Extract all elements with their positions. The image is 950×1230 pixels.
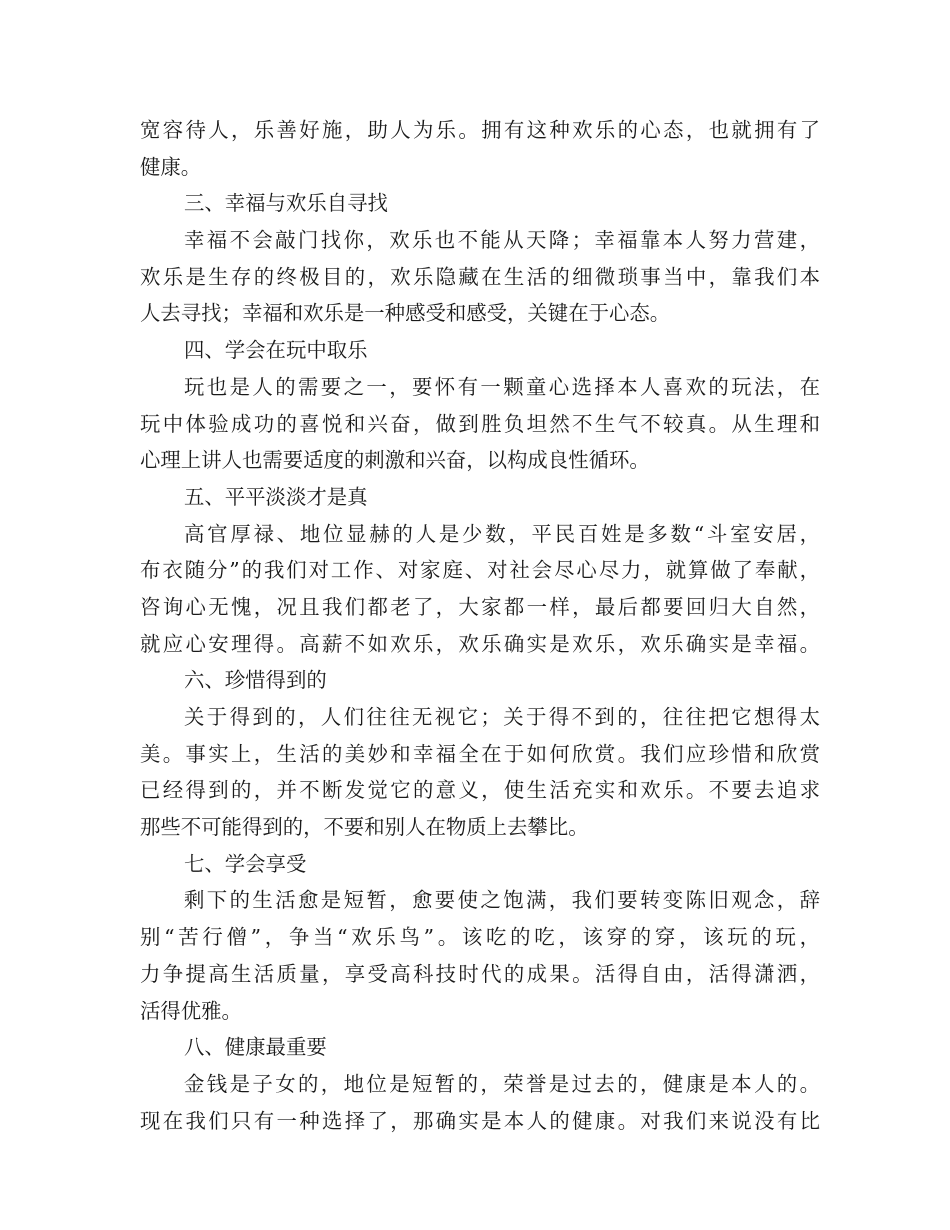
text-line: 就应心安理得。高薪不如欢乐，欢乐确实是欢乐，欢乐确实是幸福。 — [140, 631, 820, 656]
text-line: 力争提高生活质量，享受高科技时代的成果。活得自由，活得潇洒， — [140, 961, 820, 986]
text-line: 剩下的生活愈是短暂，愈要使之饱满，我们要转变陈旧观念，辞 — [184, 888, 820, 913]
section-heading: 五、平平淡淡才是真 — [184, 484, 368, 509]
text-line: 高官厚禄、地位显赫的人是少数，平民百姓是多数“斗室安居， — [184, 521, 820, 546]
section-heading: 三、幸福与欢乐自寻找 — [184, 191, 388, 216]
text-line: 那些不可能得到的，不要和别人在物质上去攀比。 — [140, 815, 589, 840]
text-line: 金钱是子女的，地位是短暂的，荣誉是过去的，健康是本人的。 — [184, 1071, 820, 1096]
text-line: 美。事实上，生活的美妙和幸福全在于如何欣赏。我们应珍惜和欣赏 — [140, 741, 820, 766]
section-heading: 八、健康最重要 — [184, 1035, 327, 1060]
text-line: 关于得到的，人们往往无视它；关于得不到的，往往把它想得太 — [184, 705, 820, 729]
section-heading: 七、学会享受 — [184, 851, 307, 876]
text-line: 玩中体验成功的喜悦和兴奋，做到胜负坦然不生气不较真。从生理和 — [140, 411, 820, 436]
text-line: 幸福不会敲门找你，欢乐也不能从天降；幸福靠本人努力营建， — [184, 228, 820, 253]
text-line: 人去寻找；幸福和欢乐是一种感受和感受，关键在于心态。 — [140, 301, 671, 326]
text-line: 宽容待人，乐善好施，助人为乐。拥有这种欢乐的心态，也就拥有了 — [140, 118, 820, 142]
text-line: 布衣随分”的我们对工作、对家庭、对社会尽心尽力，就算做了奉献， — [140, 558, 820, 583]
text-line: 已经得到的，并不断发觉它的意义，使生活充实和欢乐。不要去追求 — [140, 778, 820, 803]
text-line: 欢乐是生存的终极目的，欢乐隐藏在生活的细微琐事当中，靠我们本 — [140, 264, 820, 289]
text-line: 活得优雅。 — [140, 998, 242, 1023]
text-line: 玩也是人的需要之一，要怀有一颗童心选择本人喜欢的玩法，在 — [184, 374, 820, 399]
text-line: 心理上讲人也需要适度的刺激和兴奋，以构成良性循环。 — [140, 448, 650, 473]
document-body — [140, 112, 820, 1139]
text-line: 健康。 — [140, 154, 202, 179]
text-line: 别“苦行僧”，争当“欢乐鸟”。该吃的吃，该穿的穿，该玩的玩， — [140, 925, 820, 950]
section-heading: 六、珍惜得到的 — [184, 668, 327, 693]
section-heading: 四、学会在玩中取乐 — [184, 338, 368, 363]
text-line: 咨询心无愧，况且我们都老了，大家都一样，最后都要回归大自然， — [140, 594, 820, 619]
text-line: 现在我们只有一种选择了，那确实是本人的健康。对我们来说没有比 — [140, 1108, 820, 1133]
